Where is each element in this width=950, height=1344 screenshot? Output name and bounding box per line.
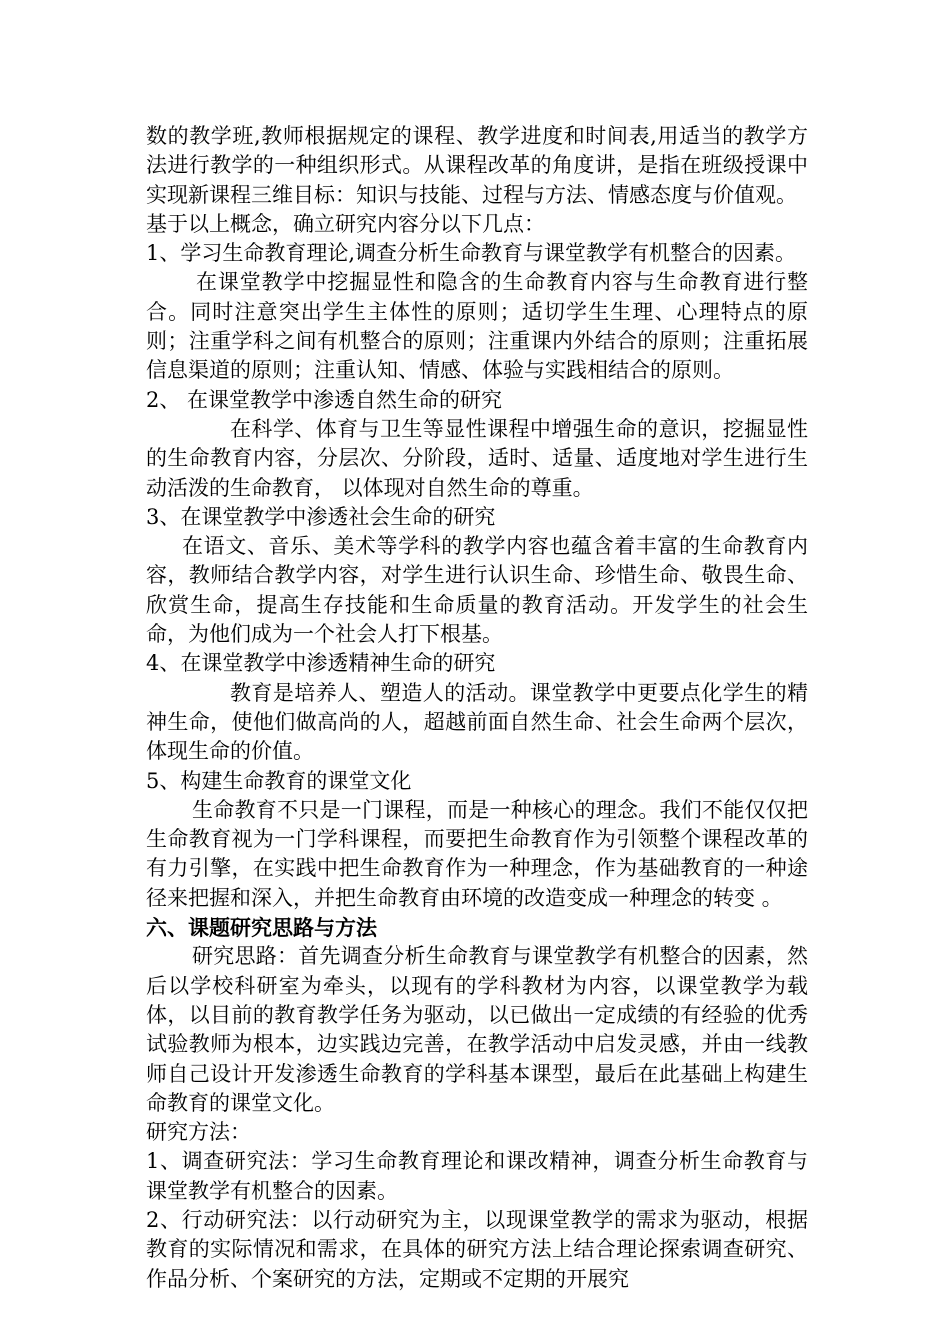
method-item-1: 1、调查研究法：学习生命教育理论和课改精神，调查分析生命教育与课堂教学有机整合的因素。: [146, 1149, 808, 1203]
paragraph-research-approach: 研究思路：首先调查分析生命教育与课堂教学有机整合的因素，然后以学校科研室为牵头，以现有的学科教材为内容，以课堂教学为载体，以目前的教育教学任务为驱动，以已做出一定成绩的有经验的优秀试验教师为根本，边实践边完善，在教学活动中启发灵感，并由一线教师自己设计开发渗透生命教育的学科基本课型，最后在此基础上构建生命教育的课堂文化。: [146, 944, 808, 1115]
method-item-2: 2、行动研究法：以行动研究为主，以现课堂教学的需求为驱动，根据教育的实际情况和需求，在具体的研究方法上结合理论探索调查研究、作品分析、个案研究的方法，定期或不定期的开展究: [146, 1207, 808, 1291]
list-item-4: 4、在课堂教学中渗透精神生命的研究: [146, 651, 496, 676]
list-item-5: 5、构建生命教育的课堂文化: [146, 768, 412, 793]
paragraph-research-intro: 基于以上概念，确立研究内容分以下几点：: [146, 211, 545, 236]
paragraph-class-definition: 数的教学班,教师根据规定的课程、教学进度和时间表,用适当的教学方法进行教学的一种组织形式。从课程改革的角度讲，是指在班级授课中实现新课程三维目标：知识与技能、过程与方法、情感态度与价值观。: [146, 124, 808, 207]
paragraph-classroom-culture: 生命教育不只是一门课程，而是一种核心的理念。我们不能仅仅把生命教育视为一门学科课程，而要把生命教育作为引领整个课程改革的有力引擎，在实践中把生命教育作为一种理念，作为基础教育的一种途径来把握和深入，并把生命教育由环境的改造变成一种理念的转变 。: [146, 797, 808, 910]
section-heading-six: 六、课题研究思路与方法: [146, 915, 377, 941]
paragraph-social-life: 在语文、音乐、美术等学科的教学内容也蕴含着丰富的生命教育内容，教师结合教学内容，对学生进行认识生命、珍惜生命、敬畏生命、欣赏生命，提高生存技能和生命质量的教育活动。开发学生的社会生命，为他们成为一个社会人打下根基。: [146, 534, 808, 647]
paragraph-spiritual-life: 教育是培养人、塑造人的活动。课堂教学中更要点化学生的精神生命，使他们做高尚的人，超越前面自然生命、社会生命两个层次，体现生命的价值。: [146, 680, 808, 764]
document-body: [146, 122, 808, 1294]
list-item-1: 1、学习生命教育理论,调查分析生命教育与课堂教学有机整合的因素。: [146, 241, 797, 266]
paragraph-integration-principles: 在课堂教学中挖掘显性和隐含的生命教育内容与生命教育进行整合。同时注意突出学生主体性的原则；适切学生生理、心理特点的原则；注重学科之间有机整合的原则；注重课内外结合的原则；注重拓展信息渠道的原则；注重认知、情感、体验与实践相结合的原则。: [146, 270, 808, 383]
paragraph-methods-label: 研究方法：: [146, 1120, 251, 1145]
paragraph-natural-life: 在科学、体育与卫生等显性课程中增强生命的意识，挖掘显性的生命教育内容，分层次、分阶段，适时、适量、适度地对学生进行生动活泼的生命教育， 以体现对自然生命的尊重。: [146, 416, 808, 500]
list-item-3: 3、在课堂教学中渗透社会生命的研究: [146, 504, 496, 529]
list-item-2: 2、 在课堂教学中渗透自然生命的研究: [146, 387, 503, 412]
